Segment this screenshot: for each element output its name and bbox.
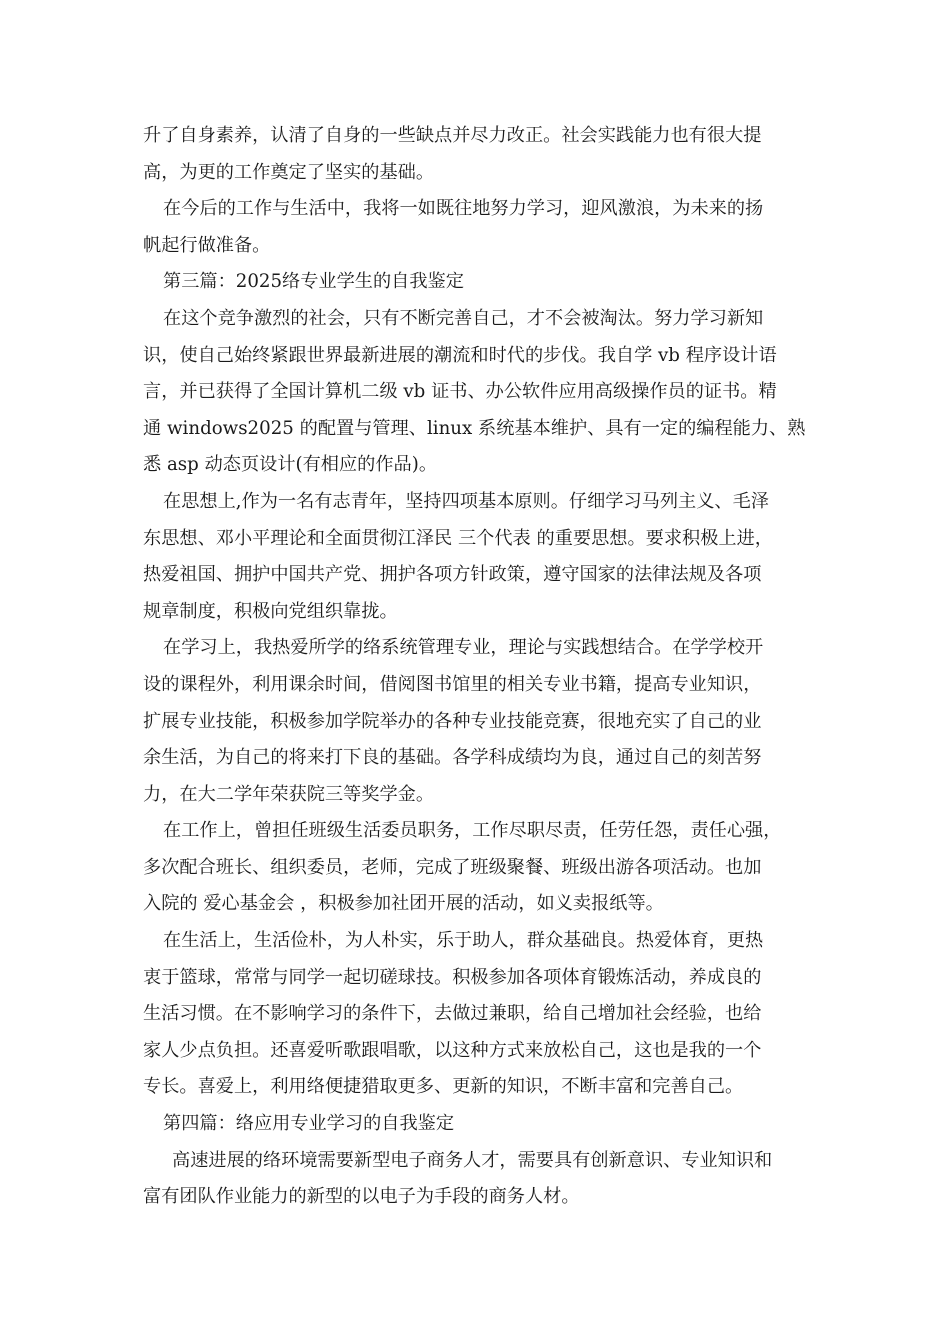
body-text	[143, 118, 815, 1216]
text-line: 多次配合班长、组织委员，老师，完成了班级聚餐、班级出游各项活动。也加	[143, 856, 762, 878]
text-line: 力，在大二学年荣获院三等奖学金。	[143, 783, 435, 805]
text-line: 规章制度，积极向党组织靠拢。	[143, 600, 398, 622]
text-line: 入院的 爱心基金会 ，积极参加社团开展的活动，如义卖报纸等。	[143, 893, 664, 915]
text-line: 余生活，为自己的将来打下良的基础。各学科成绩均为良，通过自己的刻苦努	[143, 747, 762, 769]
text-line: 设的课程外，利用课余时间，借阅图书馆里的相关专业书籍，提高专业知识，	[143, 673, 762, 695]
text-line: 扩展专业技能，积极参加学院举办的各种专业技能竞赛，很地充实了自己的业	[143, 710, 762, 732]
paragraph-start-line: 在工作上，曾担任班级生活委员职务，工作尽职尽责，任劳任怨，责任心强，	[163, 820, 782, 842]
text-line: 专长。喜爱上，利用络便捷猎取更多、更新的知识，不断丰富和完善自己。	[143, 1076, 744, 1098]
section-heading-3: 第三篇：2025络专业学生的自我鉴定	[163, 271, 464, 293]
section-heading-4: 第四篇：络应用专业学习的自我鉴定	[163, 1113, 455, 1135]
paragraph-start-line: 高速进展的络环境需要新型电子商务人才，需要具有创新意识、专业知识和	[172, 1149, 773, 1171]
text-line: 生活习惯。在不影响学习的条件下，去做过兼职，给自己增加社会经验，也给	[143, 1003, 762, 1025]
paragraph-start-line: 在生活上，生活俭朴，为人朴实，乐于助人，群众基础良。热爱体育，更热	[163, 930, 764, 952]
paragraph-start-line: 在今后的工作与生活中，我将一如既往地努力学习，迎风激浪，为未来的扬	[163, 198, 764, 220]
paragraph-start-line: 在这个竞争激烈的社会，只有不断完善自己，才不会被淘汰。努力学习新知	[163, 307, 764, 329]
text-line: 升了自身素养，认清了自身的一些缺点并尽力改正。社会实践能力也有很大提	[143, 125, 762, 146]
paragraph-start-line: 在思想上,作为一名有志青年，坚持四项基本原则。仔细学习马列主义、毛泽	[163, 490, 769, 512]
text-line: 通 windows2025 的配置与管理、linux 系统基本维护、具有一定的编程能力、熟	[143, 417, 806, 439]
text-line: 热爱祖国、拥护中国共产党、拥护各项方针政策，遵守国家的法律法规及各项	[143, 564, 762, 586]
text-line: 家人少点负担。还喜爱听歌跟唱歌，以这种方式来放松自己，这也是我的一个	[143, 1039, 762, 1061]
paragraph-start-line: 在学习上，我热爱所学的络系统管理专业，理论与实践想结合。在学学校开	[163, 637, 764, 659]
text-line: 衷于篮球，常常与同学一起切磋球技。积极参加各项体育锻炼活动，养成良的	[143, 966, 762, 988]
text-line: 东思想、邓小平理论和全面贯彻江泽民 三个代表 的重要思想。要求积极上进，	[143, 527, 773, 549]
text-line: 高，为更的工作奠定了坚实的基础。	[143, 161, 435, 183]
text-line: 言，并已获得了全国计算机二级 vb 证书、办公软件应用高级操作员的证书。精	[143, 381, 777, 403]
text-line: 悉 asp 动态页设计(有相应的作品)。	[143, 454, 438, 476]
text-line: 帆起行做准备。	[143, 234, 271, 256]
text-line: 富有团队作业能力的新型的以电子为手段的商务人材。	[143, 1186, 580, 1208]
text-line: 识，使自己始终紧跟世界最新进展的潮流和时代的步伐。我自学 vb 程序设计语	[143, 344, 777, 366]
